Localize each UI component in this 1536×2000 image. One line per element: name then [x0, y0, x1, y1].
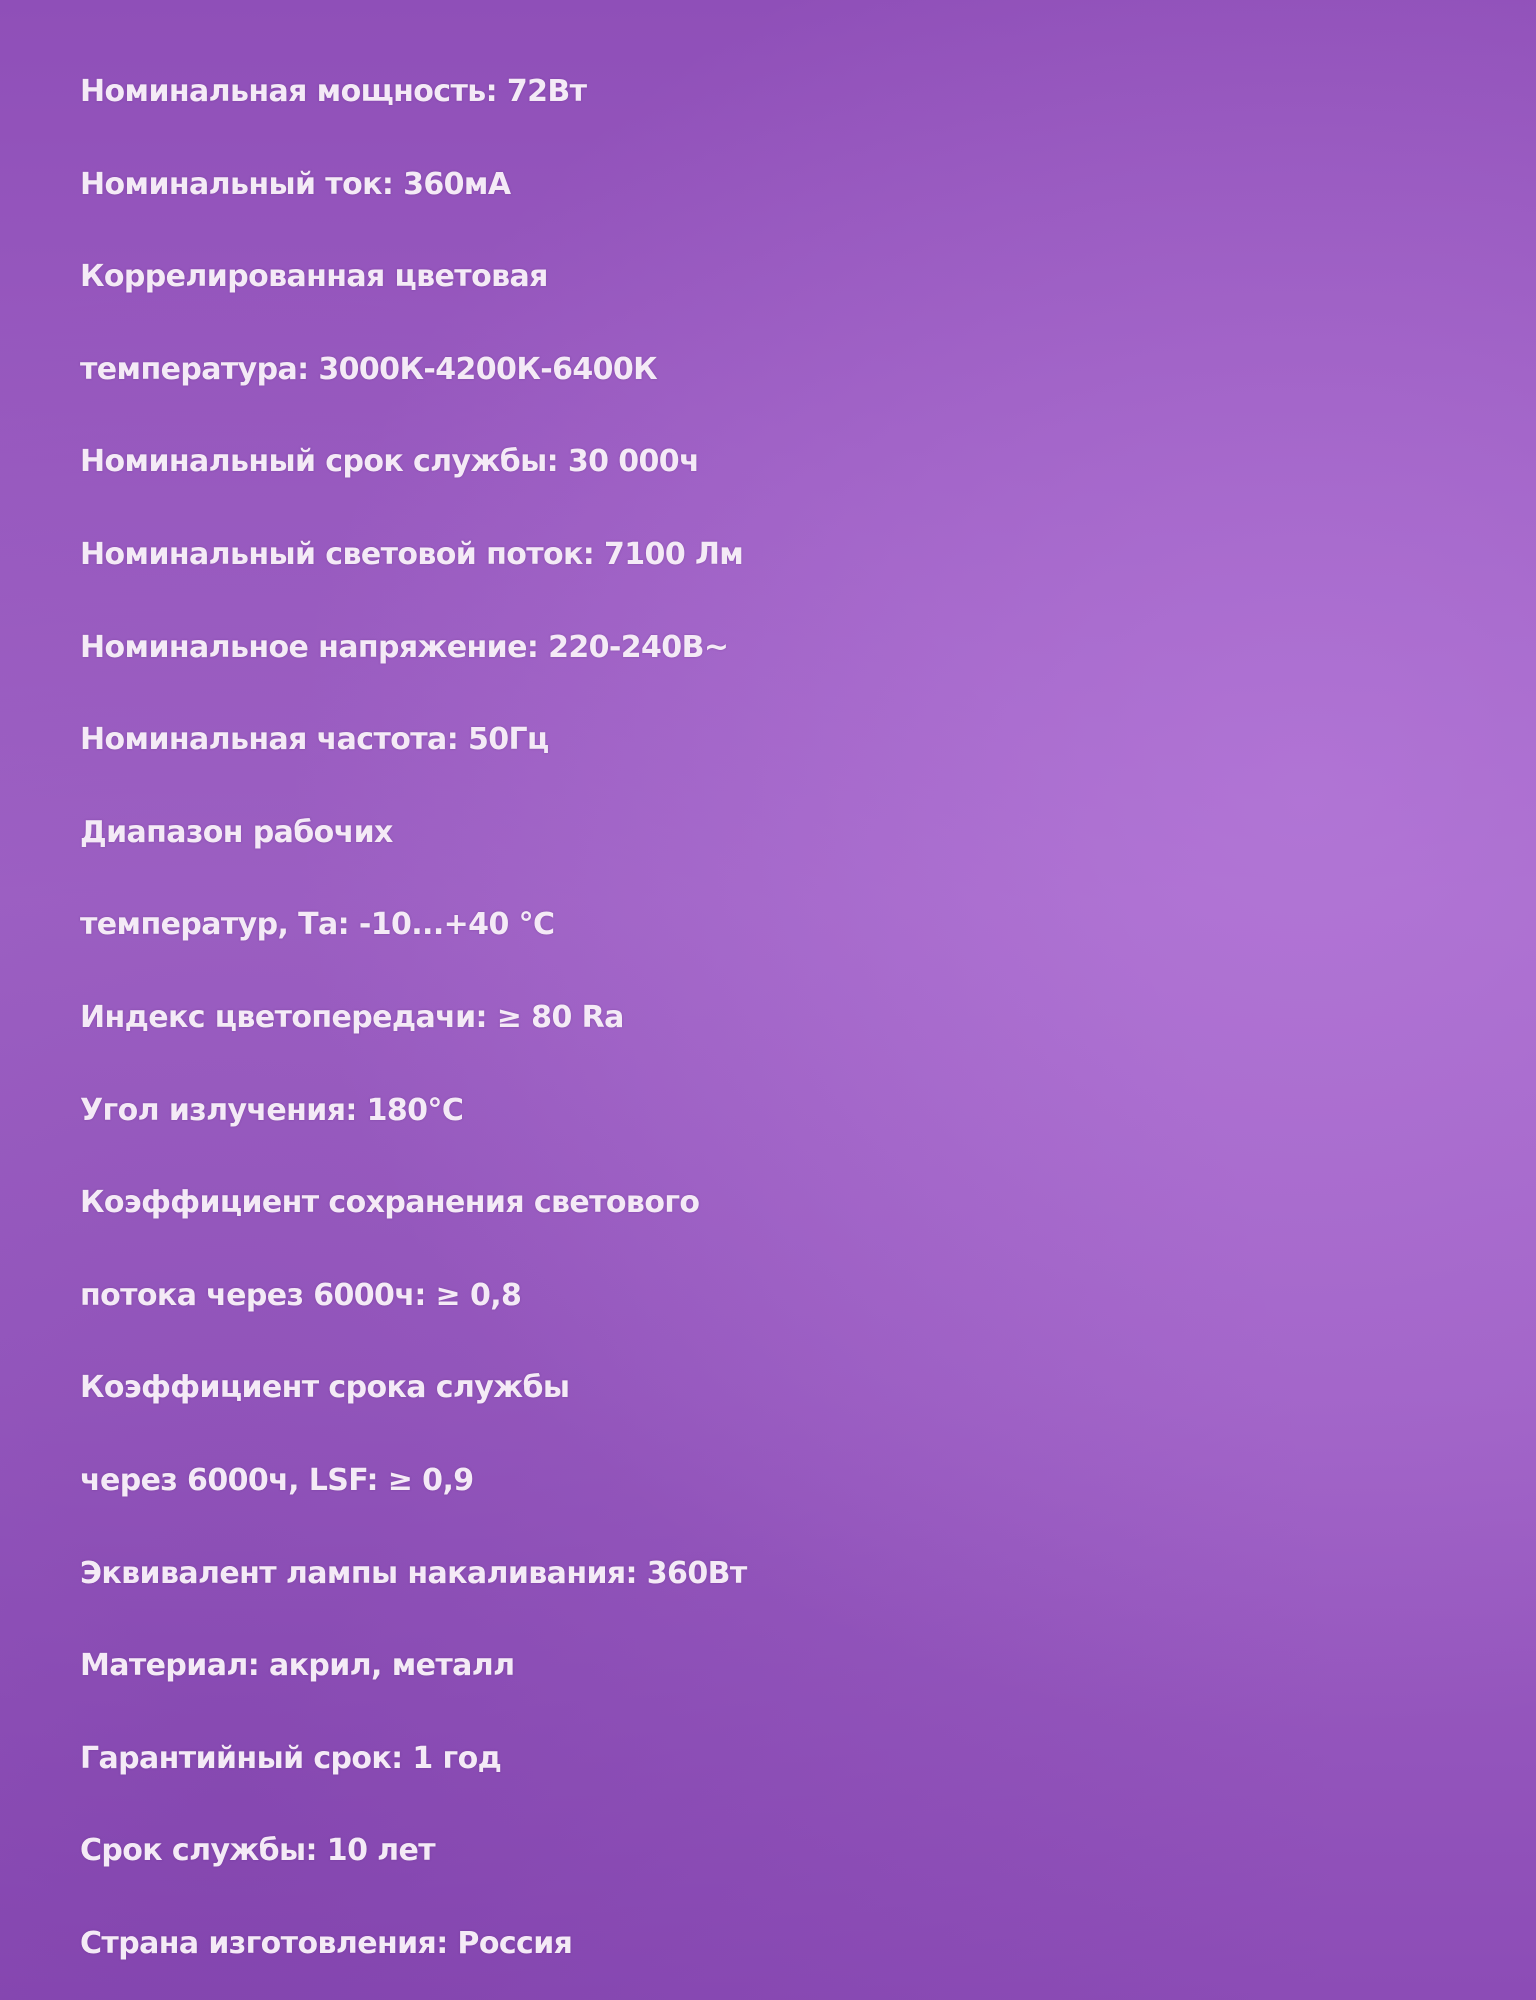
spec-line-beam-angle: Угол излучения: 180°С [80, 1092, 464, 1128]
spec-line-lifetime-factor-label: Коэффициент срока службы [80, 1370, 570, 1406]
spec-line-flux-maintenance-label: Коэффициент сохранения светового [80, 1185, 700, 1221]
spec-line-operating-range-label: Диапазон рабочих [80, 814, 393, 850]
spec-line-rated-power: Номинальная мощность: 72Вт [80, 74, 587, 109]
spec-line-color-rendering-index: Индекс цветопередачи: ≥ 80 Ra [80, 999, 624, 1035]
spec-line-country: Страна изготовления: Россия [80, 1925, 573, 1961]
spec-line-service-life: Срок службы: 10 лет [80, 1833, 436, 1869]
spec-line-warranty: Гарантийный срок: 1 год [80, 1740, 502, 1776]
spec-line-luminous-flux: Номинальный световой поток: 7100 Лм [80, 536, 744, 572]
spec-line-color-temperature-label: Коррелированная цветовая [80, 259, 548, 295]
spec-list [80, 46, 1520, 1990]
spec-line-flux-maintenance-value: потока через 6000ч: ≥ 0,8 [80, 1277, 522, 1313]
spec-line-rated-voltage: Номинальное напряжение: 220-240В~ [80, 629, 729, 665]
spec-line-color-temperature-value: температура: 3000К-4200К-6400К [80, 351, 658, 387]
spec-line-rated-lifetime: Номинальный срок службы: 30 000ч [80, 444, 700, 480]
spec-line-incandescent-equivalent: Эквивалент лампы накаливания: 360Вт [80, 1555, 747, 1591]
spec-line-rated-frequency: Номинальная частота: 50Гц [80, 722, 549, 758]
spec-line-lifetime-factor-value: через 6000ч, LSF: ≥ 0,9 [80, 1462, 474, 1498]
spec-line-material: Материал: акрил, металл [80, 1648, 515, 1684]
spec-line-operating-range-value: температур, Та: -10...+40 °С [80, 907, 555, 943]
spec-line-rated-current: Номинальный ток: 360мА [80, 166, 511, 202]
